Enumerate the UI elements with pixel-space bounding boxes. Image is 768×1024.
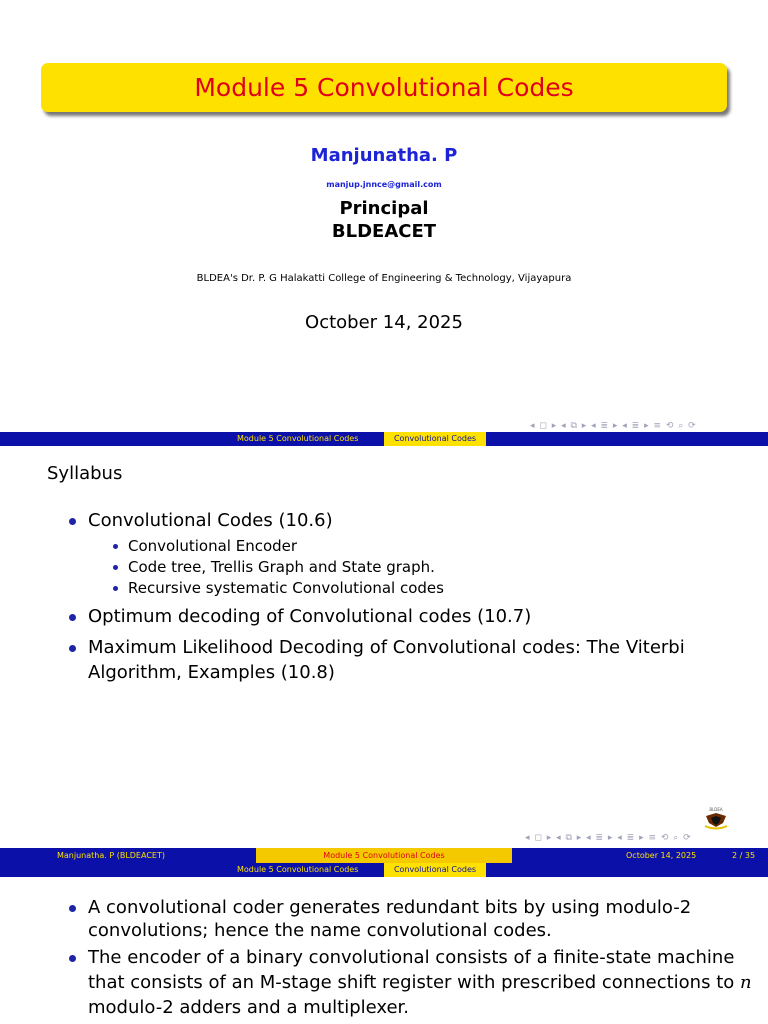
- beamer-nav-controls[interactable]: ◂ ◻ ▸ ◂ ⧉ ▸ ◂ ≣ ▸ ◂ ≣ ▸ ≡ ⟲ ⌕ ⟳: [530, 421, 697, 431]
- slide-title-box: [41, 63, 727, 112]
- institute-name: BLDEA's Dr. P. G Halakatti College of Engineering & Technology, Vijayapura: [196, 273, 572, 284]
- header-section-title[interactable]: Module 5 Convolutional Codes: [237, 434, 359, 443]
- presentation-date: October 14, 2025: [305, 312, 463, 333]
- list-item: The encoder of a binary convolutional consists of a finite-state machine: [88, 947, 735, 968]
- list-item-continuation: Algorithm, Examples (10.8): [88, 662, 335, 683]
- footer-right: [512, 848, 768, 863]
- list-item: A convolutional coder generates redundant bits by using modulo-2: [88, 897, 692, 918]
- author-name: Manjunatha. P: [310, 145, 458, 166]
- author-role: [0, 197, 768, 243]
- footer-date: October 14, 2025: [626, 851, 697, 860]
- header-subsection-title[interactable]: Convolutional Codes: [384, 432, 486, 446]
- logo-text: BLDEA: [709, 807, 723, 812]
- role-title: Principal: [339, 198, 429, 219]
- sub-list-item: Convolutional Encoder: [128, 537, 298, 555]
- list-item: Optimum decoding of Convolutional codes (10.7): [88, 606, 532, 627]
- list-item-continuation: convolutions; hence the name convolutional codes.: [88, 920, 552, 941]
- list-item-text: that consists of an M-stage shift register with prescribed connections to: [88, 972, 735, 993]
- slide-footer-bar: [0, 848, 768, 863]
- header-section-title-2[interactable]: Module 5 Convolutional Codes: [237, 865, 359, 874]
- header-subsection-title-2[interactable]: Convolutional Codes: [384, 863, 486, 877]
- list-item-continuation: modulo-2 adders and a multiplexer.: [88, 997, 410, 1018]
- author-email[interactable]: manjup.jnnce@gmail.com: [326, 180, 442, 189]
- slide-header-bar-2: [0, 863, 768, 877]
- list-item: Maximum Likelihood Decoding of Convolutional codes: The Viterbi: [88, 637, 685, 658]
- role-organization: BLDEACET: [331, 221, 437, 242]
- footer-title: Module 5 Convolutional Codes: [256, 848, 512, 863]
- footer-author: Manjunatha. P (BLDEACET): [0, 848, 256, 863]
- footer-page-number: 2 / 35: [732, 851, 756, 860]
- slide-title: Module 5 Convolutional Codes: [194, 73, 574, 102]
- list-item-continuation: [88, 971, 752, 994]
- college-logo: [703, 806, 729, 832]
- slide-header-bar: [0, 432, 768, 446]
- sub-list-item: Code tree, Trellis Graph and State graph.: [128, 558, 435, 576]
- list-item: Convolutional Codes (10.6): [88, 510, 333, 531]
- math-variable: n: [740, 972, 752, 993]
- beamer-nav-controls-2[interactable]: ◂ ◻ ▸ ◂ ⧉ ▸ ◂ ≣ ▸ ◂ ≣ ▸ ≡ ⟲ ⌕ ⟳: [525, 833, 692, 843]
- sub-list-item: Recursive systematic Convolutional codes: [128, 579, 444, 597]
- frame-title: Syllabus: [47, 463, 123, 484]
